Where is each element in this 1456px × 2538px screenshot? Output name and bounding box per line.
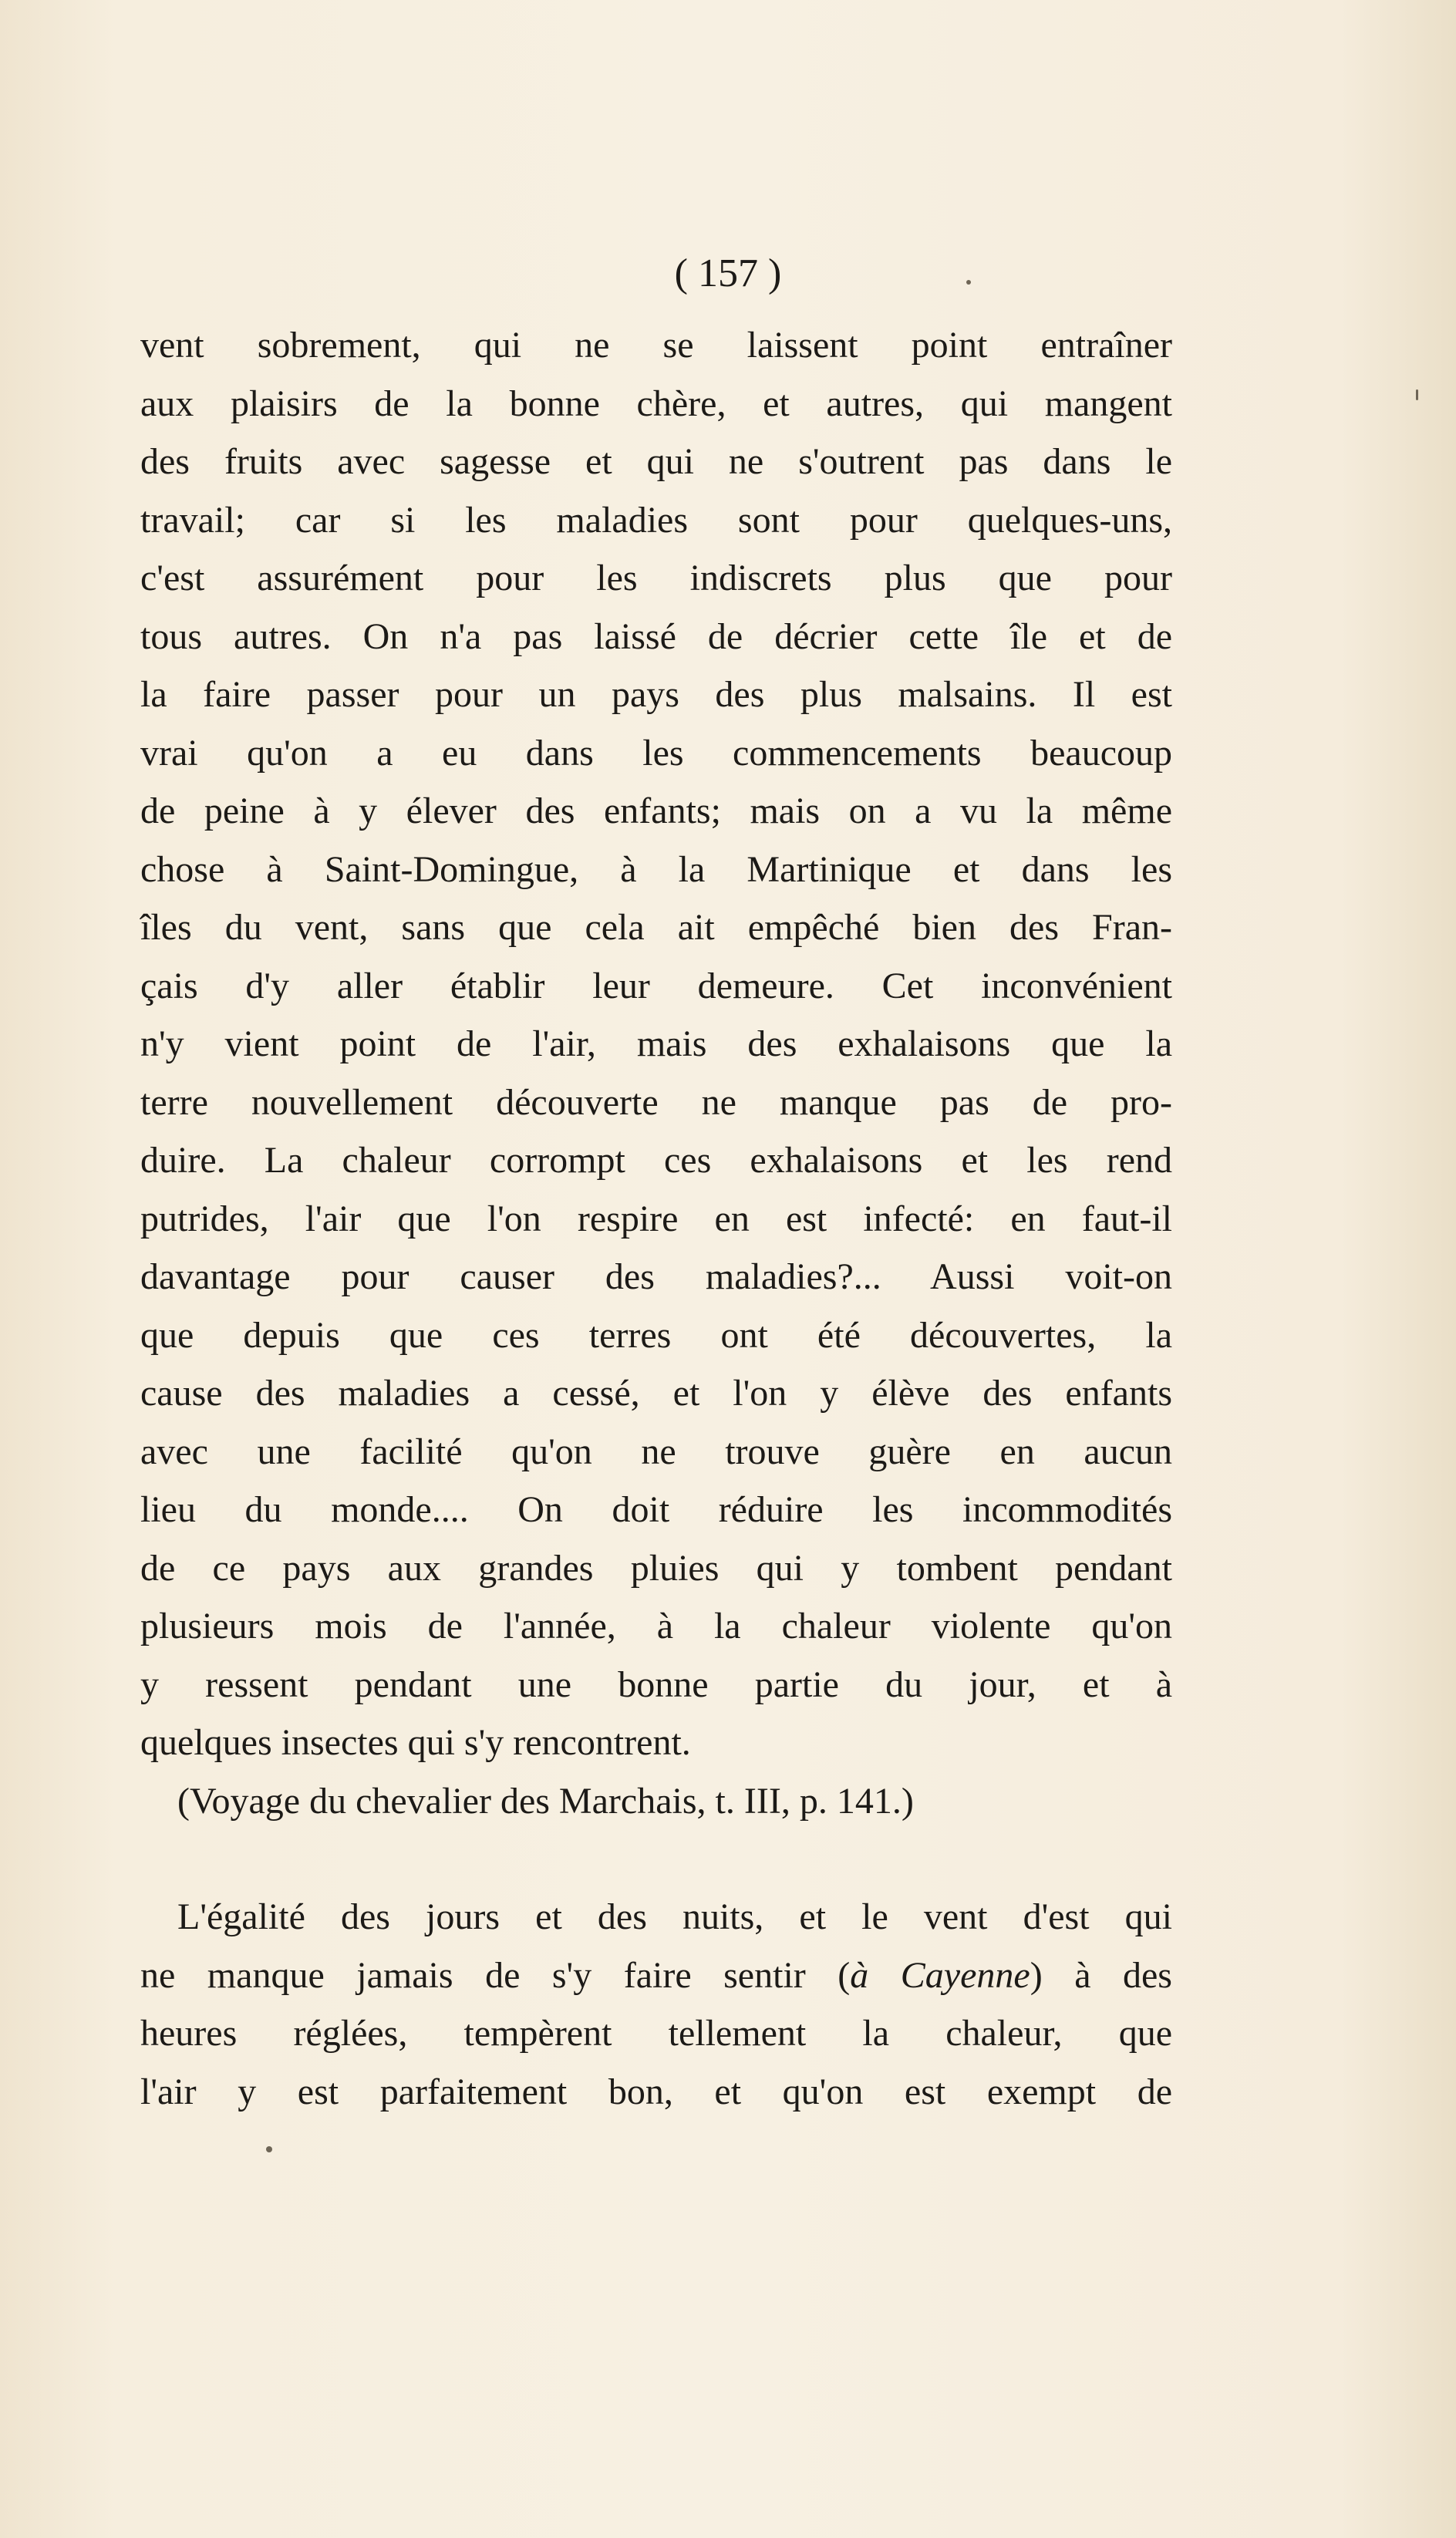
paper-speck (266, 2146, 272, 2152)
text-line: heures réglées, tempèrent tellement la chaleur, que (140, 2013, 1172, 2054)
text-line-indented (140, 1888, 1172, 1946)
page-number: ( 157 ) (674, 251, 782, 295)
citation: (Voyage du chevalier des Marchais, t. III, p. 141.) (177, 1780, 914, 1822)
text-line: tous autres. On n'a pas laissé de décrier cette île et de (140, 615, 1172, 657)
text-line-with-italic (140, 1946, 1172, 2005)
text-line: aux plaisirs de la bonne chère, et autres, qui mangent (140, 383, 1172, 424)
italic-place-name: à Cayenne (850, 1954, 1030, 1996)
body-text (140, 316, 1172, 2121)
text-line: c'est assurément pour les indiscrets plus que pour (140, 558, 1172, 598)
text-line: y ressent pendant une bonne partie du jour, et à (140, 1663, 1172, 1705)
text-line: que depuis que ces terres ont été découvertes, la (140, 1314, 1172, 1356)
paper-mark (1416, 389, 1418, 400)
text-line: cause des maladies a cessé, et l'on y élève des enfants (140, 1373, 1172, 1414)
text-line: plusieurs mois de l'année, à la chaleur violente qu'on (140, 1606, 1172, 1646)
text-line: travail; car si les maladies sont pour quelques-uns, (140, 499, 1172, 541)
paragraph-2 (140, 1888, 1172, 2121)
text-segment: ne manque jamais de s'y faire sentir ( (140, 1954, 851, 1996)
text-line: lieu du monde.... On doit réduire les incommodités (140, 1489, 1172, 1530)
text-line: duire. La chaleur corrompt ces exhalaisons et les rend (140, 1140, 1172, 1181)
text-line: çais d'y aller établir leur demeure. Cet inconvénient (140, 965, 1172, 1006)
text-line: l'air y est parfaitement bon, et qu'on est exempt de (140, 2071, 1172, 2112)
text-line: avec une facilité qu'on ne trouve guère en aucun (140, 1431, 1172, 1472)
text-line: chose à Saint-Domingue, à la Martinique et dans les (140, 848, 1172, 890)
paragraph-1 (140, 316, 1172, 1772)
text-line: des fruits avec sagesse et qui ne s'outrent pas dans le (140, 441, 1172, 482)
text-line: îles du vent, sans que cela ait empêché bien des Fran- (140, 907, 1172, 948)
text-line: terre nouvellement découverte ne manque pas de pro- (140, 1081, 1172, 1123)
text-line: n'y vient point de l'air, mais des exhalaisons que la (140, 1023, 1172, 1064)
text-segment: ) à des (1030, 1954, 1172, 1996)
text-line: quelques insectes qui s'y rencontrent. (140, 1722, 691, 1763)
text-line: davantage pour causer des maladies?... Aussi voit-on (140, 1256, 1172, 1297)
paper-speck (966, 280, 971, 285)
text-line: putrides, l'air que l'on respire en est infecté: en faut-il (140, 1198, 1172, 1239)
text-line-content: L'égalité des jours et des nuits, et le vent d'est qui (177, 1896, 1172, 1937)
text-line: vent sobrement, qui ne se laissent point entraîner (140, 325, 1172, 366)
paragraph-gap (140, 1830, 1172, 1888)
text-line: vrai qu'on a eu dans les commencements beaucoup (140, 732, 1172, 774)
text-line: de ce pays aux grandes pluies qui y tombent pendant (140, 1547, 1172, 1589)
text-line: de peine à y élever des enfants; mais on a vu la même (140, 790, 1172, 831)
text-line: la faire passer pour un pays des plus malsains. Il est (140, 674, 1172, 715)
